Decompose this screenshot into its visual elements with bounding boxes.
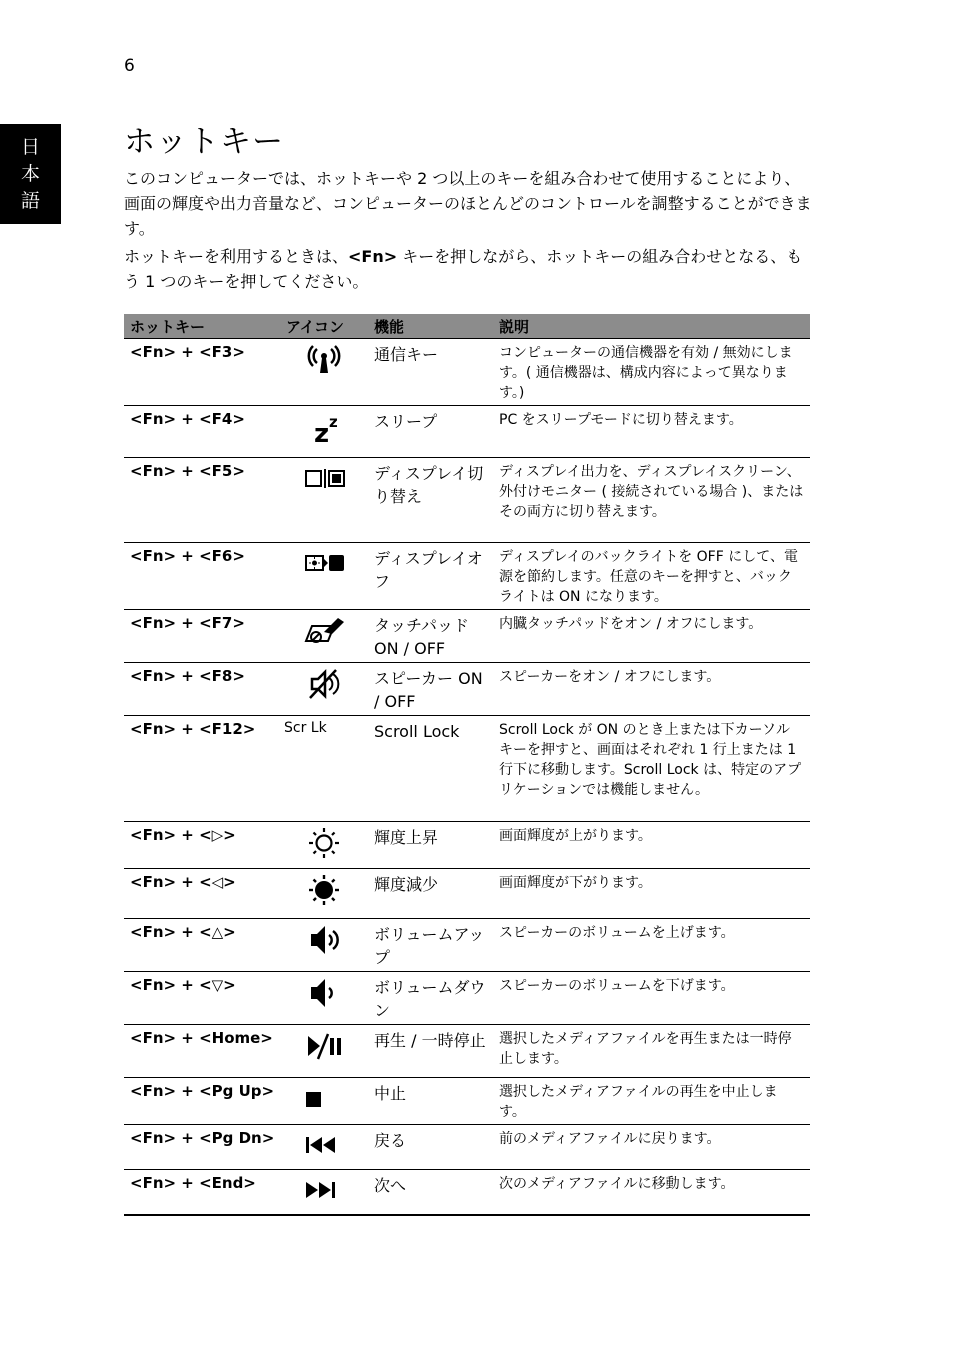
function-cell: 戻る: [368, 1125, 493, 1170]
icon-cell: [280, 919, 368, 972]
icon-cell: [280, 339, 368, 406]
next-track-icon: [302, 1174, 346, 1208]
svg-text:z: z: [329, 413, 338, 431]
table-row: [124, 1125, 810, 1170]
header-hotkey: ホットキー: [124, 314, 280, 339]
hotkey-cell: <Fn> + <Home>: [124, 1025, 280, 1078]
table-row: [124, 869, 810, 919]
table-row: [124, 972, 810, 1025]
intro-paragraph: このコンピューターでは、ホットキーや 2 つ以上のキーを組み合わせて使用することにより、画面の輝度や出力音量など、コンピューターのほとんどのコントロールを調整することができます。: [124, 169, 812, 238]
brightness-up-icon: [302, 826, 346, 860]
function-cell: ボリュームアップ: [368, 919, 493, 972]
icon-cell: [280, 716, 368, 822]
description-cell: スピーカーのボリュームを上げます。: [493, 919, 810, 972]
usage-text-after: キーを押しながら、ホットキーの組み合わせとなる、もう 1 つのキーを押してください。: [124, 247, 803, 291]
description-cell: 選択したメディアファイルを再生または一時停止します。: [493, 1025, 810, 1078]
description-cell: PC をスリープモードに切り替えます。: [493, 406, 810, 458]
description-cell: ディスプレイのバックライトを OFF にして、電源を節約します。任意のキーを押すと、バックライトは ON になります。: [493, 543, 810, 610]
display-off-icon: [302, 547, 346, 581]
play-pause-icon: [302, 1029, 346, 1063]
description-cell: スピーカーのボリュームを下げます。: [493, 972, 810, 1025]
description-cell: 次のメディアファイルに移動します。: [493, 1170, 810, 1216]
speaker-mute-icon: [302, 667, 346, 701]
function-cell: スピーカー ON / OFF: [368, 663, 493, 716]
function-cell: スリープ: [368, 406, 493, 458]
icon-cell: [280, 869, 368, 919]
scroll-lock-icon: Scr Lk: [284, 720, 327, 736]
function-cell: 次へ: [368, 1170, 493, 1216]
function-cell: Scroll Lock: [368, 716, 493, 822]
description-cell: スピーカーをオン / オフにします。: [493, 663, 810, 716]
volume-down-icon: [302, 976, 346, 1010]
usage-key: <Fn>: [348, 247, 398, 266]
table-row: [124, 406, 810, 458]
touchpad-icon: [302, 614, 346, 648]
icon-cell: [280, 822, 368, 869]
icon-cell: [280, 406, 368, 458]
table-row: [124, 339, 810, 406]
language-tab-char: 本: [20, 162, 40, 185]
icon-cell: [280, 1025, 368, 1078]
description-cell: Scroll Lock が ON のとき上または下カーソルキーを押すと、画面はそれぞれ 1 行上または 1 行下に移動します。Scroll Lock は、特定のアプリケーションでは機能しません。: [493, 716, 810, 822]
sleep-icon: [302, 410, 346, 444]
icon-cell: [280, 543, 368, 610]
hotkey-cell: <Fn> + <F4>: [124, 406, 280, 458]
hotkey-cell: <Fn> + <Pg Dn>: [124, 1125, 280, 1170]
icon-cell: [280, 458, 368, 543]
hotkey-cell: <Fn> + <△>: [124, 919, 280, 972]
page-number: 6: [124, 56, 135, 76]
table-row: [124, 919, 810, 972]
table-row: [124, 716, 810, 822]
function-cell: 中止: [368, 1078, 493, 1125]
icon-cell: [280, 610, 368, 663]
table-row: [124, 1025, 810, 1078]
description-cell: 画面輝度が下がります。: [493, 869, 810, 919]
function-cell: 再生 / 一時停止: [368, 1025, 493, 1078]
hotkey-cell: <Fn> + <End>: [124, 1170, 280, 1216]
table-row: [124, 1078, 810, 1125]
icon-cell: [280, 1170, 368, 1216]
table-row: [124, 663, 810, 716]
language-tab-char: 語: [20, 189, 40, 212]
page-title: ホットキー: [124, 124, 284, 160]
header-function: 機能: [368, 314, 493, 339]
table-row: [124, 822, 810, 869]
display-switch-icon: [302, 462, 346, 496]
hotkey-cell: <Fn> + <F8>: [124, 663, 280, 716]
hotkey-cell: <Fn> + <◁>: [124, 869, 280, 919]
icon-cell: [280, 972, 368, 1025]
description-cell: 画面輝度が上がります。: [493, 822, 810, 869]
table-row: [124, 610, 810, 663]
description-cell: 選択したメディアファイルの再生を中止します。: [493, 1078, 810, 1125]
previous-track-icon: [302, 1129, 346, 1163]
hotkey-table: [124, 314, 810, 1216]
function-cell: 輝度減少: [368, 869, 493, 919]
header-description: 説明: [493, 314, 810, 339]
hotkey-cell: <Fn> + <F6>: [124, 543, 280, 610]
hotkey-cell: <Fn> + <Pg Up>: [124, 1078, 280, 1125]
hotkey-cell: <Fn> + <▽>: [124, 972, 280, 1025]
function-cell: 通信キー: [368, 339, 493, 406]
language-tab: [0, 124, 61, 224]
icon-cell: [280, 1125, 368, 1170]
table-row: [124, 1170, 810, 1216]
function-cell: ボリュームダウン: [368, 972, 493, 1025]
table-header-row: [124, 314, 810, 339]
icon-cell: [280, 1078, 368, 1125]
header-icon: アイコン: [280, 314, 368, 339]
description-cell: 内臓タッチパッドをオン / オフにします。: [493, 610, 810, 663]
hotkey-cell: <Fn> + <F3>: [124, 339, 280, 406]
table-row: [124, 543, 810, 610]
function-cell: ディスプレイオフ: [368, 543, 493, 610]
svg-text:z: z: [314, 419, 330, 444]
volume-up-icon: [302, 923, 346, 957]
wireless-icon: [302, 343, 346, 377]
hotkey-cell: <Fn> + <F5>: [124, 458, 280, 543]
hotkey-cell: <Fn> + <F12>: [124, 716, 280, 822]
usage-text-before: ホットキーを利用するときは、: [124, 247, 349, 266]
language-tab-char: 日: [20, 135, 40, 158]
table-row: [124, 458, 810, 543]
brightness-down-icon: [302, 873, 346, 907]
description-cell: 前のメディアファイルに戻ります。: [493, 1125, 810, 1170]
stop-icon: [302, 1082, 346, 1116]
usage-paragraph: [124, 244, 814, 294]
description-cell: コンピューターの通信機器を有効 / 無効にします。( 通信機器は、構成内容によって異なります。): [493, 339, 810, 406]
icon-cell: [280, 663, 368, 716]
description-cell: ディスプレイ出力を、ディスプレイスクリーン、外付けモニター ( 接続されている場合 )、またはその両方に切り替えます。: [493, 458, 810, 543]
function-cell: タッチパッド ON / OFF: [368, 610, 493, 663]
hotkey-cell: <Fn> + <F7>: [124, 610, 280, 663]
function-cell: ディスプレイ切り替え: [368, 458, 493, 543]
hotkey-cell: <Fn> + <▷>: [124, 822, 280, 869]
function-cell: 輝度上昇: [368, 822, 493, 869]
